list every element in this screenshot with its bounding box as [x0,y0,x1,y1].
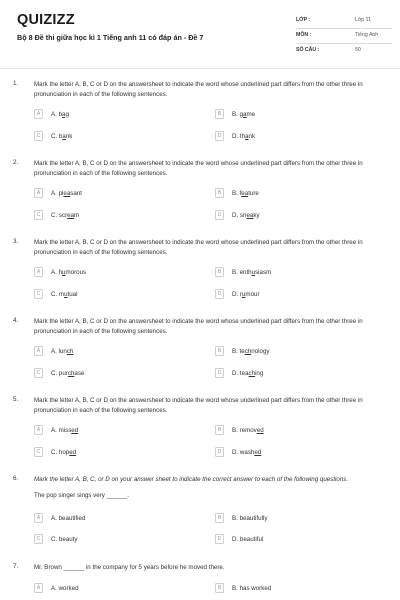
option-text: B. feature [232,189,259,197]
option-letter-box: C [34,210,43,220]
option-text: C. bank [51,132,73,140]
question-text: Mark the letter A, B, C or D on the answersheet to indicate the word whose underlined part differs from the other three in pronunciation in each of the following sentences. [34,81,363,98]
option-text: B. has worked [232,584,272,592]
option-c[interactable] [34,447,194,459]
option-a[interactable] [34,109,194,121]
option-c[interactable] [34,131,194,143]
option-letter-box: A [34,346,43,356]
question-text: Mark the letter A, B, C or D on the answersheet to indicate the word whose underlined part differs from the other three in pronunciation in each of the following sentences. [34,318,363,335]
question-number: 7. [13,563,19,570]
option-a[interactable] [34,188,194,200]
option-text: D. beautiful [232,535,264,543]
option-text: D. washed [232,448,262,456]
option-a[interactable] [34,267,194,279]
option-d[interactable] [215,534,375,546]
option-a[interactable] [34,513,194,525]
question-number: 4. [13,317,19,324]
document-title: Bộ 8 Đề thi giữa học kì 1 Tiếng anh 11 có đáp án - Đề 7 [17,33,204,42]
quizizz-logo: QUIZIZZ [17,12,75,28]
question-number: 2. [13,159,19,166]
option-b[interactable] [215,267,375,279]
option-c[interactable] [34,534,194,546]
option-text: C. mutual [51,290,78,298]
option-letter-box: A [34,267,43,277]
option-text: D. sneaky [232,211,260,219]
option-d[interactable] [215,447,375,459]
option-text: B. enthusiasm [232,268,272,276]
question-text: Mark the letter A, B, C or D on the answersheet to indicate the word whose underlined part differs from the other three in pronunciation in each of the following sentences. [34,160,363,177]
option-letter-box: C [34,447,43,457]
meta-value: 50 [355,47,361,53]
meta-row-subject [296,29,392,44]
header-divider [0,68,400,69]
question-number: 3. [13,238,19,245]
option-text: A. humorous [51,268,87,276]
worksheet-meta [296,14,392,59]
option-b[interactable] [215,513,375,525]
option-letter-box: A [34,109,43,119]
option-text: B. removed [232,426,264,434]
question-text: Mark the letter A, B, C or D on the answersheet to indicate the word whose underlined part differs from the other three in pronunciation in each of the following sentences. [34,397,363,414]
option-letter-box: D [215,447,224,457]
option-a[interactable] [34,346,194,358]
option-c[interactable] [34,289,194,301]
option-b[interactable] [215,425,375,437]
meta-label: MÔN : [296,32,312,38]
question-text: Mark the letter A, B, C or D on the answersheet to indicate the word whose underlined part differs from the other three in pronunciation in each of the following sentences. [34,239,363,256]
option-letter-box: D [215,534,224,544]
question-text: Mr. Brown ______ in the company for 5 years before he moved there. [34,564,225,571]
option-text: A. pleasant [51,189,82,197]
question-number: 1. [13,80,19,87]
option-letter-box: B [215,109,224,119]
meta-value: Tiếng Anh [355,32,379,38]
meta-row-class [296,14,392,29]
option-text: C. purchase [51,369,85,377]
option-text: C. hoped [51,448,77,456]
option-text: A. missed [51,426,79,434]
option-letter-box: C [34,131,43,141]
option-letter-box: B [215,583,224,593]
option-text: D. teaching [232,369,264,377]
option-a[interactable] [34,583,194,595]
option-text: D. rumour [232,290,260,298]
option-text: C. scream [51,211,80,219]
option-b[interactable] [215,346,375,358]
question-number: 5. [13,396,19,403]
option-letter-box: D [215,131,224,141]
option-d[interactable] [215,210,375,222]
question-prompt: The pop singer sings very ______. [34,492,129,499]
option-letter-box: C [34,289,43,299]
option-letter-box: D [215,289,224,299]
option-text: A. lunch [51,347,74,355]
option-letter-box: B [215,188,224,198]
option-letter-box: B [215,425,224,435]
option-b[interactable] [215,583,375,595]
option-letter-box: D [215,210,224,220]
option-letter-box: B [215,346,224,356]
option-b[interactable] [215,109,375,121]
option-text: B. beautifully [232,514,268,522]
meta-value: Lớp 11 [355,17,371,23]
option-c[interactable] [34,210,194,222]
question-text: Mark the letter A, B, C, or D on your answer sheet to indicate the correct answer to each of the following questions. [34,476,349,483]
meta-label: SỐ CÂU : [296,47,320,53]
option-d[interactable] [215,368,375,380]
question-number: 6. [13,475,19,482]
option-letter-box: C [34,368,43,378]
option-d[interactable] [215,131,375,143]
option-text: A. bag [51,110,69,118]
option-letter-box: B [215,513,224,523]
option-letter-box: D [215,368,224,378]
option-letter-box: A [34,425,43,435]
option-text: B. technology [232,347,270,355]
option-a[interactable] [34,425,194,437]
option-d[interactable] [215,289,375,301]
option-text: A. beautified [51,514,86,522]
option-letter-box: A [34,513,43,523]
option-letter-box: B [215,267,224,277]
option-text: A. worked [51,584,79,592]
option-letter-box: C [34,534,43,544]
option-c[interactable] [34,368,194,380]
option-text: B. game [232,110,256,118]
option-text: D. thank [232,132,256,140]
meta-label: LỚP : [296,17,311,23]
option-letter-box: A [34,583,43,593]
option-text: C. beauty [51,535,78,543]
meta-row-count [296,44,392,59]
option-letter-box: A [34,188,43,198]
option-b[interactable] [215,188,375,200]
